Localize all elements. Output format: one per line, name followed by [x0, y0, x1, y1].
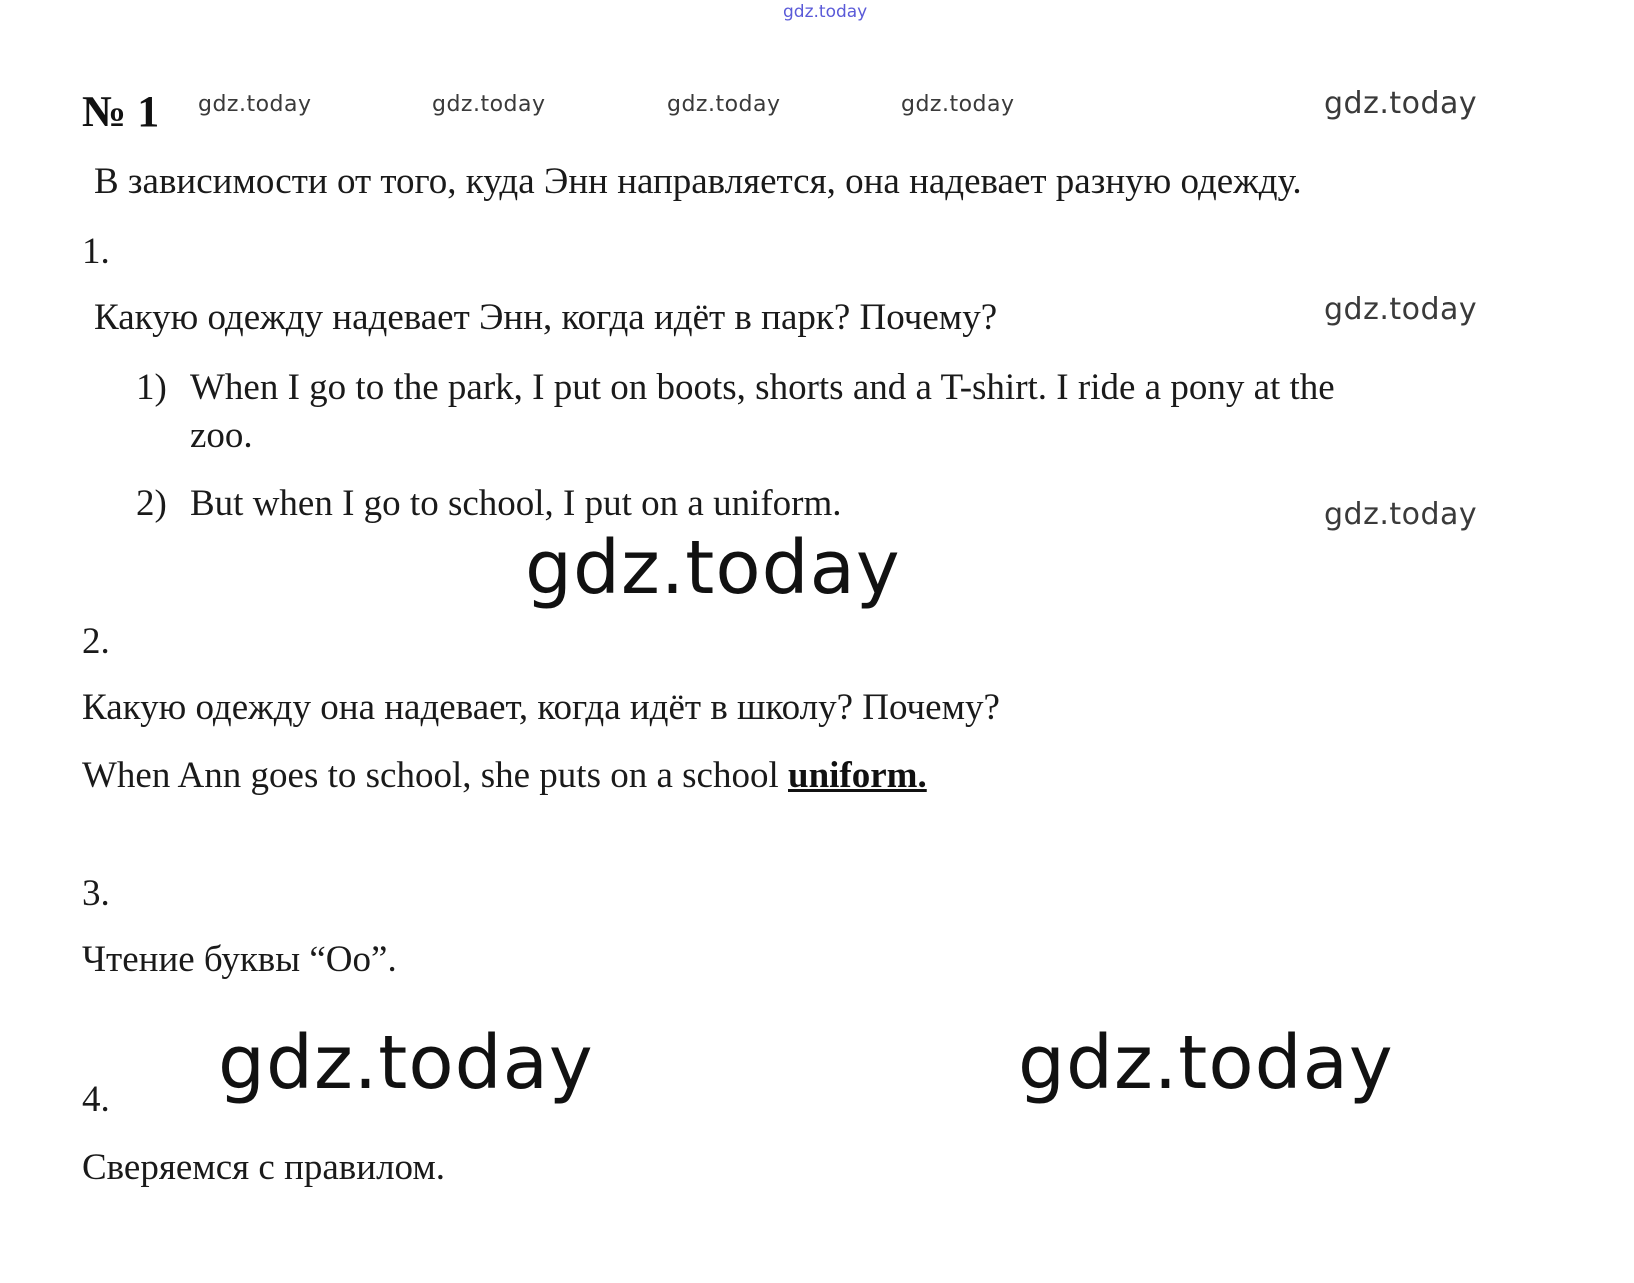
section-1-number: 1.: [82, 231, 110, 272]
watermark-row1-1: gdz.today: [198, 92, 312, 117]
section-1-item-1-line1: When I go to the park, I put on boots, shorts and a T-shirt. I ride a pony at the: [190, 367, 1335, 408]
section-4-text: Сверяемся с правилом.: [82, 1147, 445, 1188]
task-title: № 1: [82, 87, 160, 136]
watermark-big-center: gdz.today: [525, 525, 901, 611]
section-3-number: 3.: [82, 873, 110, 914]
watermark-big-right: gdz.today: [1018, 1020, 1394, 1106]
watermark-row1-4: gdz.today: [901, 92, 1015, 117]
section-2-question: Какую одежду она надевает, когда идёт в школу? Почему?: [82, 687, 1000, 728]
watermark-big-left: gdz.today: [218, 1020, 594, 1106]
section-2-answer-emphasis: uniform.: [788, 755, 927, 796]
section-2-answer: [82, 754, 927, 797]
section-1-question: Какую одежду надевает Энн, когда идёт в парк? Почему?: [94, 297, 998, 338]
section-4-number: 4.: [82, 1079, 110, 1120]
section-1-item-1-line2: zoo.: [190, 415, 253, 456]
watermark-right-2: gdz.today: [1324, 292, 1478, 327]
section-1-item-2-marker: 2): [136, 483, 167, 524]
section-3-text: Чтение буквы “Оо”.: [82, 939, 397, 980]
watermark-row1-2: gdz.today: [432, 92, 546, 117]
watermark-row1-3: gdz.today: [667, 92, 781, 117]
watermark-right-3: gdz.today: [1324, 497, 1478, 532]
section-1-item-2-line1: But when I go to school, I put on a uniform.: [190, 483, 842, 524]
watermark-right-1: gdz.today: [1324, 86, 1478, 121]
watermark-top: gdz.today: [783, 2, 868, 22]
section-1-item-1-marker: 1): [136, 367, 167, 408]
task-intro: В зависимости от того, куда Энн направляется, она надевает разную одежду.: [94, 161, 1302, 202]
section-2-number: 2.: [82, 621, 110, 662]
section-2-answer-prefix: When Ann goes to school, she puts on a school: [82, 755, 788, 796]
